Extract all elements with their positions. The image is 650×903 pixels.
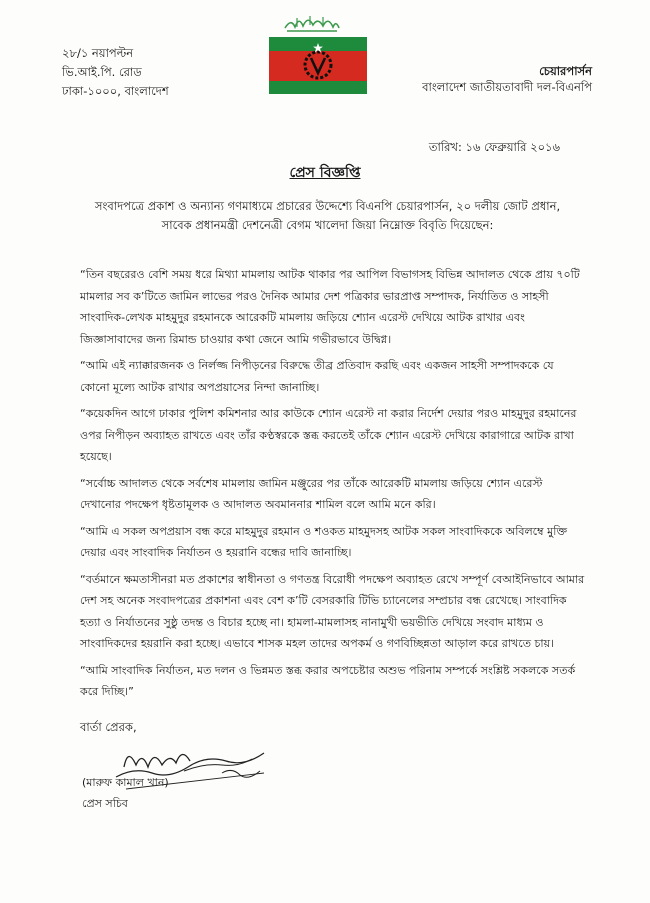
sender-address <box>62 44 169 101</box>
page-title: প্রেস বিজ্ঞপ্তি <box>289 165 361 181</box>
organization-name: বাংলাদেশ জাতীয়তাবাদী দল-বিএনপি <box>422 80 592 94</box>
office-designation <box>422 63 592 95</box>
address-line: ২৮/১ নয়াপল্টন <box>62 46 134 60</box>
sender-label: বার্তা প্রেরক, <box>80 720 137 734</box>
statement-paragraph: “সর্বোচ্চ আদালত থেকে সর্বশেষ মামলায় জামিন মঞ্জুরের পর তাঁকে আরেকটি মামলায় জড়িয়ে শ্যোন এরেস্ট দেখানোর পদক্ষেপ ধৃষ্টতামূলক ও আদালত অবমাননার শামিল বলে আমি মনে করি। <box>80 476 543 511</box>
statement-paragraph: “বর্তমানে ক্ষমতাসীনরা মত প্রকাশের স্বাধীনতা ও গণতন্ত্র বিরোধী পদক্ষেপ অব্যাহত রেখে সম্পূর্ণ বেআইনিভাবে আমার দেশ সহ অনেক সংবাদপত্রের প্রকাশনা এবং বেশ ক’টি বেসরকারি টিভি চ্যানেলের সম্প্রচার বন্ধ রেখেছে। সাংবাদিক হত্যা ও নির্যাতনের সুষ্ঠু তদন্ত ও বিচার হচ্ছে না। হামলা-মামলাসহ নানামুখী ভয়ভীতি দেখিয়ে সংবাদ মাধ্যম ও সাংবাদিকদের হয়রানি করা হচ্ছে। এভাবে শাসক মহল তাদের অপকর্ম ও গণবিচ্ছিন্নতা আড়াল করে রাখতে চায়। <box>80 572 585 650</box>
statement-paragraph: “আমি এই ন্যাক্কারজনক ও নির্লজ্জ নিপীড়নের বিরুদ্ধে তীব্র প্রতিবাদ করছি এবং একজন সাহসী সম্পাদককে যে কোনো মূল্যে আটক রাখার অপপ্রয়াসের নিন্দা জানাচ্ছি। <box>80 359 554 394</box>
signatory-name: (মারুফ কামাল খান) <box>82 776 169 789</box>
statement-paragraph: “কয়েকদিন আগে ঢাকার পুলিশ কমিশনার আর কাউকে শ্যোন এরেস্ট না করার নির্দেশ দেয়ার পরও মাহমুদুর রহমানের ওপর নিপীড়ন অব্যাহত রাখতে এবং তাঁর কণ্ঠস্বরকে স্তব্ধ করতেই তাঁকে শ্যোন এরেস্ট দেখিয়ে কারাগারে আটক রাখা হয়েছে। <box>80 407 577 463</box>
designation-title: চেয়ারপার্সন <box>539 64 592 78</box>
bismillah-calligraphy-icon <box>283 12 341 34</box>
bnp-flag-icon <box>269 37 367 94</box>
intro-line: সংবাদপত্রে প্রকাশ ও অন্যান্য গণমাধ্যমে প্রচারের উদ্দেশ্যে বিএনপি চেয়ারপার্সন, ২০ দলীয় জোট প্রধান, <box>94 199 561 213</box>
signatory-role: প্রেস সচিব <box>82 797 128 810</box>
statement-paragraph: “আমি এ সকল অপপ্রয়াস বন্ধ করে মাহমুদুর রহমান ও শওকত মাহমুদসহ আটক সকল সাংবাদিককে অবিলম্বে মুক্তি দেয়ার এবং সাংবাদিক নির্যাতন ও হয়রানি বন্ধের দাবি জানাচ্ছি। <box>80 524 568 559</box>
statement-paragraph: “তিন বছরেরও বেশি সময় ধরে মিথ্যা মামলায় আটক থাকার পর আপিল বিভাগসহ বিভিন্ন আদালত থেকে প্রায় ৭০টি মামলার সব ক’টিতে জামিন লাভের পরও দৈনিক আমার দেশ পত্রিকার ভারপ্রাপ্ত সম্পাদক, নির্যাতিত ও সাহসী সাংবাদিক-লেখক মাহমুদুর রহমানকে আরেকটি মামলায় জড়িয়ে শ্যোন এরেস্ট দেখিয়ে আটক রাখার এবং জিজ্ঞাসাবাদের জন্য রিমান্ড চাওয়ার কথা জেনে আমি গভীরভাবে উদ্বিগ্ন। <box>80 268 580 346</box>
statement-paragraph: “আমি সাংবাদিক নির্যাতন, মত দলন ও ভিন্নমত স্তব্ধ করার অপচেষ্টার অশুভ পরিনাম সম্পর্কে সংশ্লিষ্ট সকলকে সতর্ক করে দিচ্ছি।” <box>80 663 576 698</box>
statement-body <box>80 264 585 708</box>
intro-statement <box>80 197 575 235</box>
release-date: তারিখ: ১৬ ফেব্রুয়ারি ২০১৬ <box>428 140 560 154</box>
intro-line: সাবেক প্রধানমন্ত্রী দেশনেত্রী বেগম খালেদা জিয়া নিম্নোক্ত বিবৃতি দিয়েছেন: <box>161 218 494 232</box>
address-line: ঢাকা-১০০০, বাংলাদেশ <box>62 84 169 98</box>
address-line: ভি.আই.পি. রোড <box>62 65 142 79</box>
